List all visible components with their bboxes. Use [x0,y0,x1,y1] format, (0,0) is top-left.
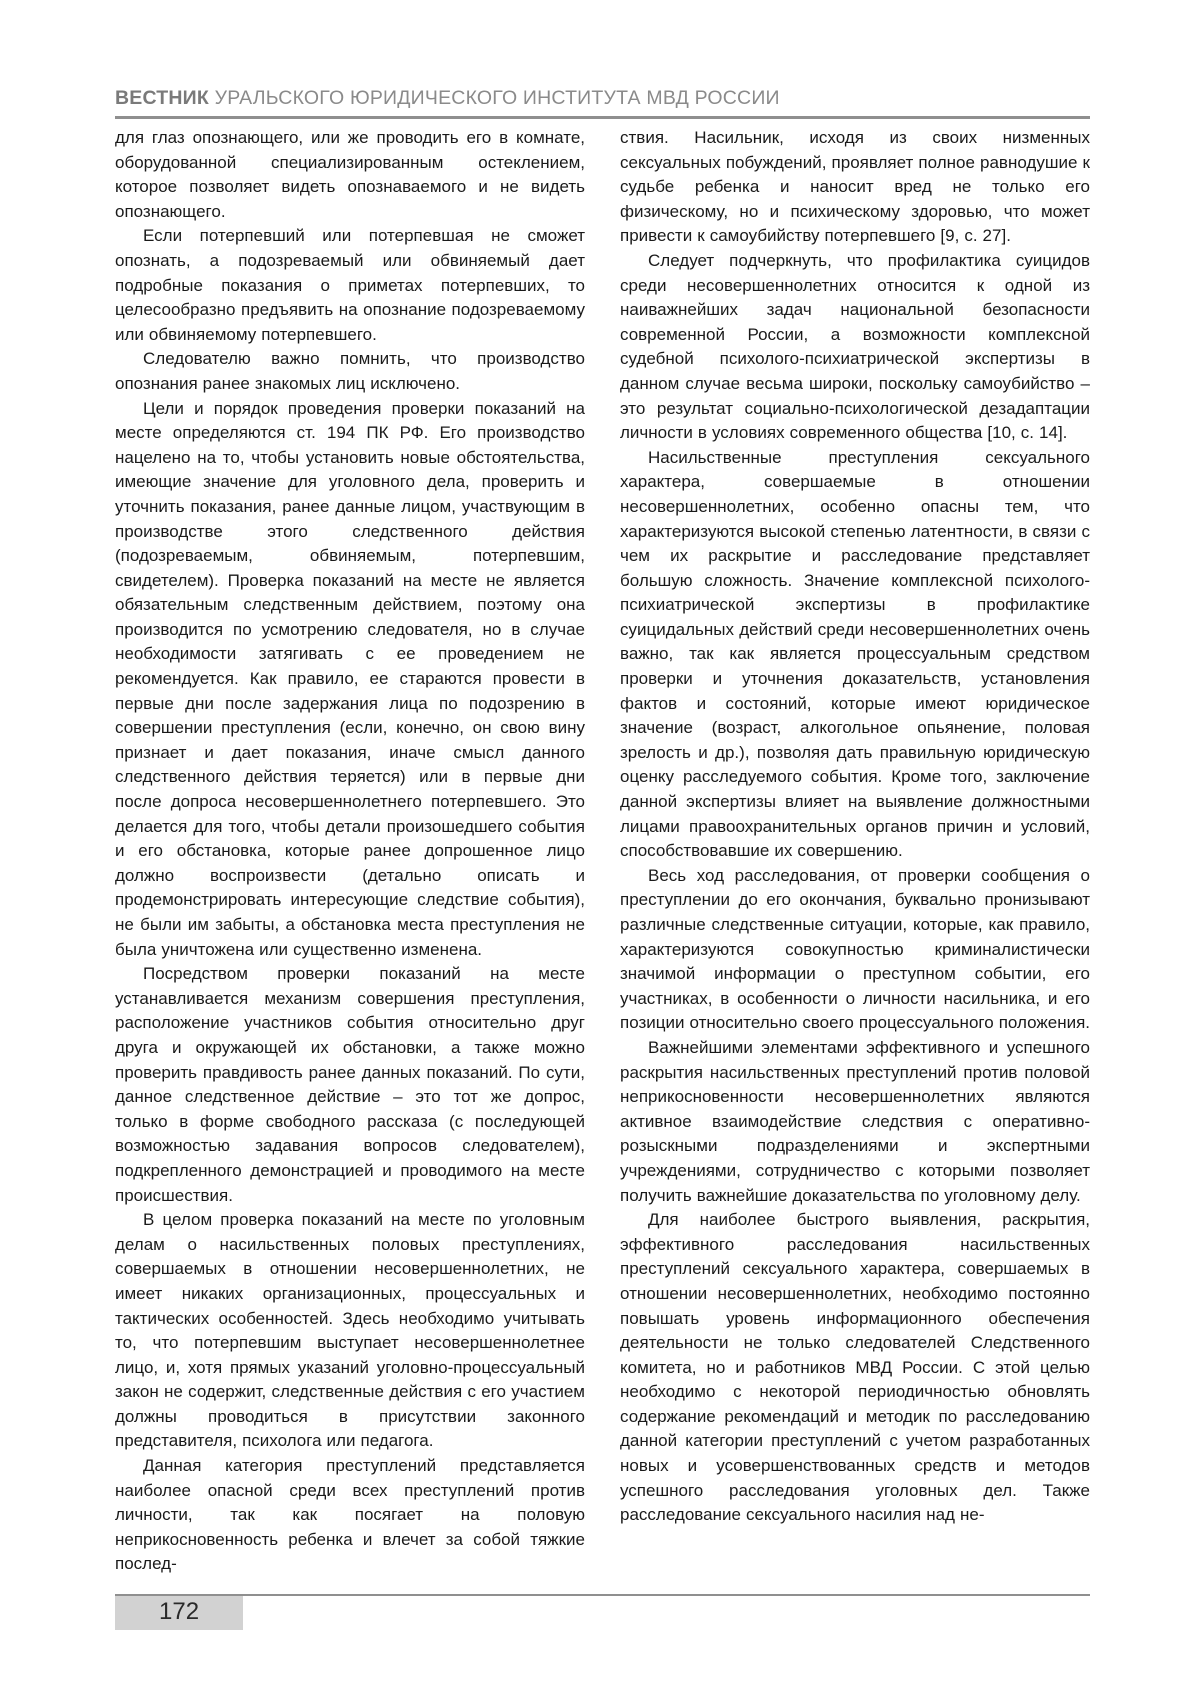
left-column [115,126,585,1586]
article-body [115,126,1090,1586]
paragraph: Данная категория преступлений представляется наиболее опасной среди всех преступлений против личности, так как посягает на половую неприкосновенность ребенка и влечет за собой тяжкие послед- [115,1456,585,1574]
paragraph: для глаз опознающего, или же проводить его в комнате, оборудованной специализированным остеклением, которое позволяет видеть опознаваемого и не видеть опознающего. [115,128,585,221]
right-column [620,126,1090,1586]
paragraph: В целом проверка показаний на месте по уголовным делам о насильственных половых преступлениях, совершаемых в отношении несовершеннолетних, не имеет никаких организационных, процессуальных и тактических особенностей. Здесь необходимо учитывать то, что потерпевшим выступает несовершеннолетнее лицо, и, хотя прямых указаний уголовно-процессуальный закон не содержит, следственные действия с его участием должны проводиться в присутствии законного представителя, психолога или педагога. [115,1210,585,1451]
page-number: 172 [159,1598,200,1625]
paragraph: Если потерпевший или потерпевшая не сможет опознать, а подозреваемый или обвиняемый дает подробные показания о приметах потерпевших, то целесообразно предъявить на опознание подозреваемому или обвиняемому потерпевшего. [115,226,585,344]
page-number-box [115,1596,243,1630]
paragraph: Весь ход расследования, от проверки сообщения о преступлении до его окончания, буквально пронизывают различные следственные ситуации, которые, как правило, характеризуются совокупностью криминалистически значимой информации о преступном событии, его участниках, в особенности о личности насильника, и его позиции относительно своего процессуального положения. [620,865,1090,1033]
running-header [115,84,1090,119]
paragraph: Цели и порядок проведения проверки показаний на месте определяются ст. 194 ПК РФ. Его производство нацелено на то, чтобы установить новые обстоятельства, имеющие значение для уголовного дела, проверить и уточнить показания, ранее данные лицом, участвующим в производстве этого следственного действия (подозреваемым, обвиняемым, потерпевшим, свидетелем). Проверка показаний на месте не является обязательным следственным действием, поэтому она производится по усмотрению следователя, но в случае необходимости затягивать с ее проведением не рекомендуется. Как правило, ее стараются провести в первые дни после задержания лица по подозрению в совершении преступления (если, конечно, он свою вину признает и дает показания, иначе смысл данного следственного действия теряется) или в первые дни после допроса несовершеннолетнего потерпевшего. Это делается для того, чтобы детали произошедшего события и его обстановка, которые ранее допрошенное лицо должно воспроизвести (детально описать и продемонстрировать интересующие следствие события), не были им забыты, а обстановка места преступления не была уничтожена или существенно изменена. [115,398,585,959]
paragraph: Посредством проверки показаний на месте устанавливается механизм совершения преступления, расположение участников события относительно друг друга и окружающей их обстановки, а также можно проверить правдивость ранее данных показаний. По сути, данное следственное действие – это тот же допрос, только в форме свободного рассказа (с последующей возможностью задавания вопросов следователем), подкрепленного демонстрацией и проводимого на месте происшествия. [115,964,585,1205]
paragraph: Насильственные преступления сексуального характера, совершаемые в отношении несовершеннолетних, особенно опасны тем, что характеризуются высокой степенью латентности, в связи с чем их раскрытие и расследование представляет большую сложность. Значение комплексной психолого-психиатрической экспертизы в профилактике суицидальных действий среди несовершеннолетних очень важно, так как является процессуальным средством проверки и уточнения доказательств, установления фактов и состояний, которые имеют юридическое значение (возраст, алкогольное опьянение, половая зрелость и др.), позволяя дать правильную юридическую оценку расследуемого события. Кроме того, заключение данной экспертизы влияет на выявление должностными лицами правоохранительных органов причин и условий, способствовавшие их совершению. [620,447,1090,861]
journal-title-rest: УРАЛЬСКОГО ЮРИДИЧЕСКОГО ИНСТИТУТА МВД РОССИИ [209,87,780,109]
journal-title-strong: ВЕСТНИК [115,87,209,109]
paragraph: Следователю важно помнить, что производство опознания ранее знакомых лиц исключено. [115,349,585,393]
paragraph: Важнейшими элементами эффективного и успешного раскрытия насильственных преступлений против половой неприкосновенности несовершеннолетних являются активное взаимодействие следствия с оперативно-розыскными подразделениями и экспертными учреждениями, сотрудничество с которыми позволяет получить важнейшие доказательства по уголовному делу. [620,1037,1090,1205]
journal-title [115,87,780,110]
paragraph: Для наиболее быстрого выявления, раскрытия, эффективного расследования насильственных преступлений сексуального характера, совершаемых в отношении несовершеннолетних, необходимо постоянно повышать уровень информационного обеспечения деятельности не только следователей Следственного комитета, но и работников МВД России. С этой целью необходимо с некоторой периодичностью обновлять содержание рекомендаций и методик по расследованию данной категории преступлений с учетом разработанных новых и усовершенствованных средств и методов успешного расследования уголовных дел. Также расследование сексуального насилия над не- [620,1210,1090,1525]
footer-rule [115,1594,1090,1596]
paragraph: ствия. Насильник, исходя из своих низменных сексуальных побуждений, проявляет полное равнодушие к судьбе ребенка и наносит вред не только его физическому, но и психическому здоровью, что может привести к самоубийству потерпевшего [9, с. 27]. [620,128,1090,246]
paragraph: Следует подчеркнуть, что профилактика суицидов среди несовершеннолетних относится к одной из наиважнейших задач национальной безопасности современной России, а возможности комплексной судебной психолого-психиатрической экспертизы в данном случае весьма широки, поскольку самоубийство – это результат социально-психологической дезадаптации личности в условиях современного общества [10, с. 14]. [620,250,1090,443]
